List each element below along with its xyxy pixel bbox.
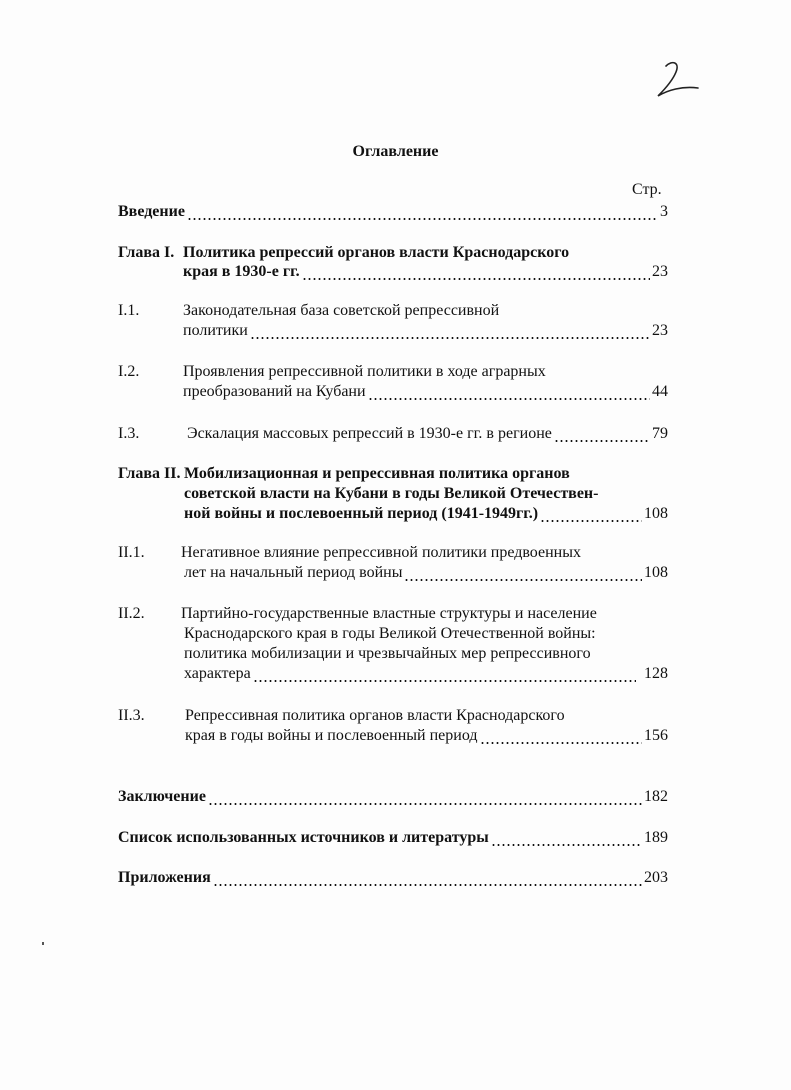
entry-page: 203 xyxy=(644,869,668,886)
entry-page: 189 xyxy=(644,829,668,846)
dot-leader xyxy=(491,828,642,848)
entry-label: лет на начальный период войны xyxy=(184,564,403,581)
scan-speck xyxy=(42,942,44,945)
entry-label: Заключение xyxy=(118,788,206,805)
section-number: I.2. xyxy=(118,363,140,380)
dot-leader xyxy=(554,424,650,444)
dot-leader xyxy=(253,664,636,684)
toc-entry-intro[interactable] xyxy=(118,202,668,222)
entry-page: 3 xyxy=(660,203,668,220)
entry-page: 182 xyxy=(644,788,668,805)
section-title-line[interactable]: Краснодарского края в годы Великой Отечественной войны: xyxy=(184,625,596,642)
entry-page: 108 xyxy=(644,505,668,522)
section-number: I.3. xyxy=(118,425,140,442)
dot-leader xyxy=(540,504,642,524)
toc-entry-1-1[interactable] xyxy=(183,321,668,341)
toc-entry-chapter-1[interactable] xyxy=(183,262,668,282)
section-title-line[interactable]: Проявления репрессивной политики в ходе аграрных xyxy=(183,363,546,380)
dot-leader xyxy=(368,382,650,402)
entry-label: Эскалация массовых репрессий в 1930-е гг. в регионе xyxy=(187,425,552,442)
section-title-line[interactable]: Партийно-государственные властные структуры и население xyxy=(181,605,597,622)
toc-entry-chapter-2[interactable] xyxy=(184,504,668,524)
entry-page: 156 xyxy=(644,727,668,744)
toc-title: Оглавление xyxy=(352,143,439,160)
entry-page: 79 xyxy=(652,425,668,442)
chapter-2-title-line[interactable]: Мобилизационная и репрессивная политика органов xyxy=(184,465,570,482)
entry-label: Введение xyxy=(118,203,185,220)
section-title-line[interactable]: Репрессивная политика органов власти Краснодарского xyxy=(185,707,565,724)
entry-page: 128 xyxy=(644,665,668,682)
entry-page: 108 xyxy=(644,564,668,581)
toc-entry-appendix[interactable] xyxy=(118,868,668,888)
handwritten-page-number xyxy=(652,58,702,102)
dot-leader xyxy=(250,321,650,341)
dot-leader xyxy=(404,563,642,583)
entry-label: края в годы войны и послевоенный период xyxy=(185,727,478,744)
dot-leader xyxy=(302,262,650,282)
section-title-line[interactable]: политика мобилизации и чрезвычайных мер репрессивного xyxy=(184,645,591,662)
entry-page: 23 xyxy=(652,322,668,339)
dot-leader xyxy=(208,787,642,807)
toc-entry-1-2[interactable] xyxy=(183,382,668,402)
entry-label: политики xyxy=(183,322,248,339)
chapter-2-title-line[interactable]: советской власти на Кубани в годы Великой Отечествен- xyxy=(184,485,599,502)
toc-entry-2-3[interactable] xyxy=(185,726,668,746)
chapter-1-label: Глава I. xyxy=(118,244,175,261)
section-title-line[interactable]: Негативное влияние репрессивной политики предвоенных xyxy=(181,544,581,561)
dot-leader xyxy=(187,202,658,222)
section-number: II.3. xyxy=(118,707,145,724)
toc-entry-2-2[interactable] xyxy=(184,664,668,684)
section-number: I.1. xyxy=(118,302,140,319)
entry-label: ной войны и послевоенный период (1941-1949гг.) xyxy=(184,505,539,522)
entry-page: 44 xyxy=(652,383,668,400)
chapter-1-title-line[interactable]: Политика репрессий органов власти Краснодарского xyxy=(183,244,570,261)
toc-entry-sources[interactable] xyxy=(118,828,668,848)
entry-page: 23 xyxy=(652,263,668,280)
toc-entry-2-1[interactable] xyxy=(184,563,668,583)
section-title-line[interactable]: Законодательная база советской репрессивной xyxy=(183,302,500,319)
dot-leader xyxy=(480,726,643,746)
entry-label: Приложения xyxy=(118,869,211,886)
entry-label: края в 1930-е гг. xyxy=(183,263,300,280)
entry-label: характера xyxy=(184,665,251,682)
section-number: II.1. xyxy=(118,544,145,561)
entry-label: Список использованных источников и литературы xyxy=(118,829,489,846)
toc-entry-1-3[interactable] xyxy=(187,424,668,444)
entry-label: преобразований на Кубани xyxy=(183,383,366,400)
dot-leader xyxy=(213,868,642,888)
chapter-2-label: Глава II. xyxy=(118,465,181,482)
toc-entry-conclusion[interactable] xyxy=(118,787,668,807)
page-column-label: Стр. xyxy=(632,181,662,198)
section-number: II.2. xyxy=(118,605,145,622)
